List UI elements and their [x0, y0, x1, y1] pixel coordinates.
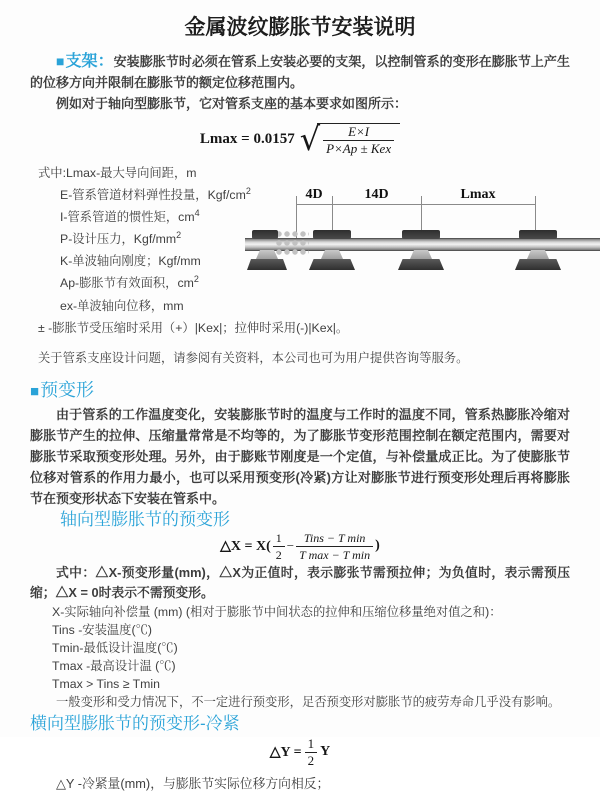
definition-line: Ap-膨胀节有效面积，$cm^2$ [60, 274, 199, 291]
fraction-half [273, 531, 285, 562]
support-paragraph [30, 51, 570, 93]
section-support-label: 支架： [65, 53, 114, 70]
axial-definition-line: Tmin-最低设计温度(℃) [52, 641, 178, 656]
pipe-support-diagram [245, 186, 600, 286]
fraction-temperature [296, 531, 373, 562]
definition-line: K-单波轴向刚度；Kgf/mm [60, 254, 201, 269]
fraction-numerator: Tins − T min [296, 531, 373, 547]
fraction-denominator: T max − T min [299, 547, 371, 562]
formula-dy-rhs: Y [320, 744, 331, 760]
formula-dx-lhs: △X = X( [220, 538, 271, 554]
formula-delta-y [0, 735, 600, 768]
dimension-label-lmax: Lmax [460, 187, 496, 202]
section-preform-heading [30, 380, 600, 402]
definition-line: P-设计压力，Kgf/$mm^2$ [60, 230, 182, 247]
section-marker-icon: ■ [30, 383, 40, 401]
sqrt-expression [299, 120, 400, 158]
section-support-heading [56, 53, 114, 70]
fraction-half [305, 737, 318, 768]
formula-delta-x [0, 531, 600, 561]
section-marker-icon: ■ [56, 53, 65, 69]
fraction [323, 125, 394, 156]
fraction-numerator: 1 [305, 737, 318, 753]
axial-explain-text: 式中：△X-预变形量(mm)，△X为正值时，表示膨张节需预拉伸；为负值时，表示需预压缩；△X = 0时表示不需预变形。 [30, 565, 570, 601]
formula-lmax-lhs: Lmax = 0.0157 [199, 130, 295, 147]
support-intro-text: 安装膨胀节时必须在管系上安装必要的支架，以控制管系的变形在膨胀节上产生的位移方向并限制在膨胀节的额定位移范围内。 [30, 54, 570, 90]
definitions-and-diagram [0, 160, 600, 337]
definition-line: ex-单波轴向位移，mm [60, 298, 184, 313]
formula-dx-rhs: ) [375, 538, 380, 554]
definition-line: E-管系管道材料弹性投量，Kgf/$cm^2$ [60, 186, 251, 203]
pipe-support-icon [398, 230, 444, 272]
fraction-denominator: P×Ap ± Kex [326, 140, 392, 156]
formula-lmax [0, 120, 600, 158]
section-preform-label: 预变形 [40, 380, 95, 401]
definition-line: I-管系管道的惯性矩，$cm^4$ [60, 208, 200, 225]
axial-subheading: 轴向型膨胀节的预变形 [60, 510, 230, 530]
fraction-denominator: 2 [275, 547, 282, 562]
support-example-text: 例如对于轴向型膨胀节，它对管系支座的基本要求如图所示： [56, 96, 408, 111]
axial-definition-line: Tmax -最高设计温 (℃) [52, 659, 176, 674]
axial-definition-line: X-实际轴向补偿量 (mm) (相对于膨胀节中间状态的拉伸和压缩位移量绝对值之和)： [52, 605, 502, 620]
consult-text: 关于管系支座设计问题，请参阅有关资料，本公司也可为用户提供咨询等服务。 [38, 351, 469, 366]
preform-paragraph: 由于管系的工作温度变化，安装膨胀节时的温度与工作时的温度不同，管系热膨胀冷缩对膨胀节产生的拉伸、压缩量常常是不均等的，为了膨胀节变形范围控制在额定范围内，需要对膨胀节采取预变形处理。另外，由于膨账节刚度是一个定值，与补偿量成正比。为了使膨胀节位移对管系的作用力最小，也可以采用预变形(冷紧)方让对膨胀节进行预变形处理后再将膨胀节在预变形状态下安装在管系中。 [30, 407, 570, 507]
lateral-subheading: 横向型膨胀节的预变形-冷紧 [30, 714, 240, 734]
pipe-support-icon [309, 230, 355, 272]
axial-definition-line: Tmax > Tins ≥ Tmin [52, 677, 160, 692]
definition-line: ± -膨胀节受压缩时采用（+）|Kex|；拉伸时采用(-)|Kex|。 [38, 320, 349, 335]
formula-dy-lhs: △Y = [269, 744, 302, 760]
page-title: 金属波纹膨胀节安装说明 [184, 16, 416, 39]
minus-operator: − [286, 538, 295, 554]
pipe-support-icon [515, 230, 561, 272]
axial-note-text: 一般变形和受力情况下，不一定进行预变形，足否预变形对膨胀节的疲劳寿命几乎没有影响。 [56, 695, 561, 710]
axial-definition-line: Tins -安装温度(℃) [52, 623, 152, 638]
sqrt-radicand [317, 123, 400, 156]
lateral-definition-text: △Y -冷紧量(mm)，与膨胀节实际位移方向相反； [56, 776, 330, 792]
definition-line: 式中:Lmax-最大导向间距，m [38, 166, 197, 181]
fraction-numerator: E×I [323, 125, 394, 141]
pipe-support-icon [247, 230, 287, 272]
fraction-numerator: 1 [273, 531, 285, 547]
dimension-label-4d: 4D [305, 187, 323, 202]
dimension-label-14d: 14D [364, 187, 389, 202]
sqrt-radical-icon: √ [299, 120, 321, 158]
fraction-denominator: 2 [307, 752, 315, 768]
